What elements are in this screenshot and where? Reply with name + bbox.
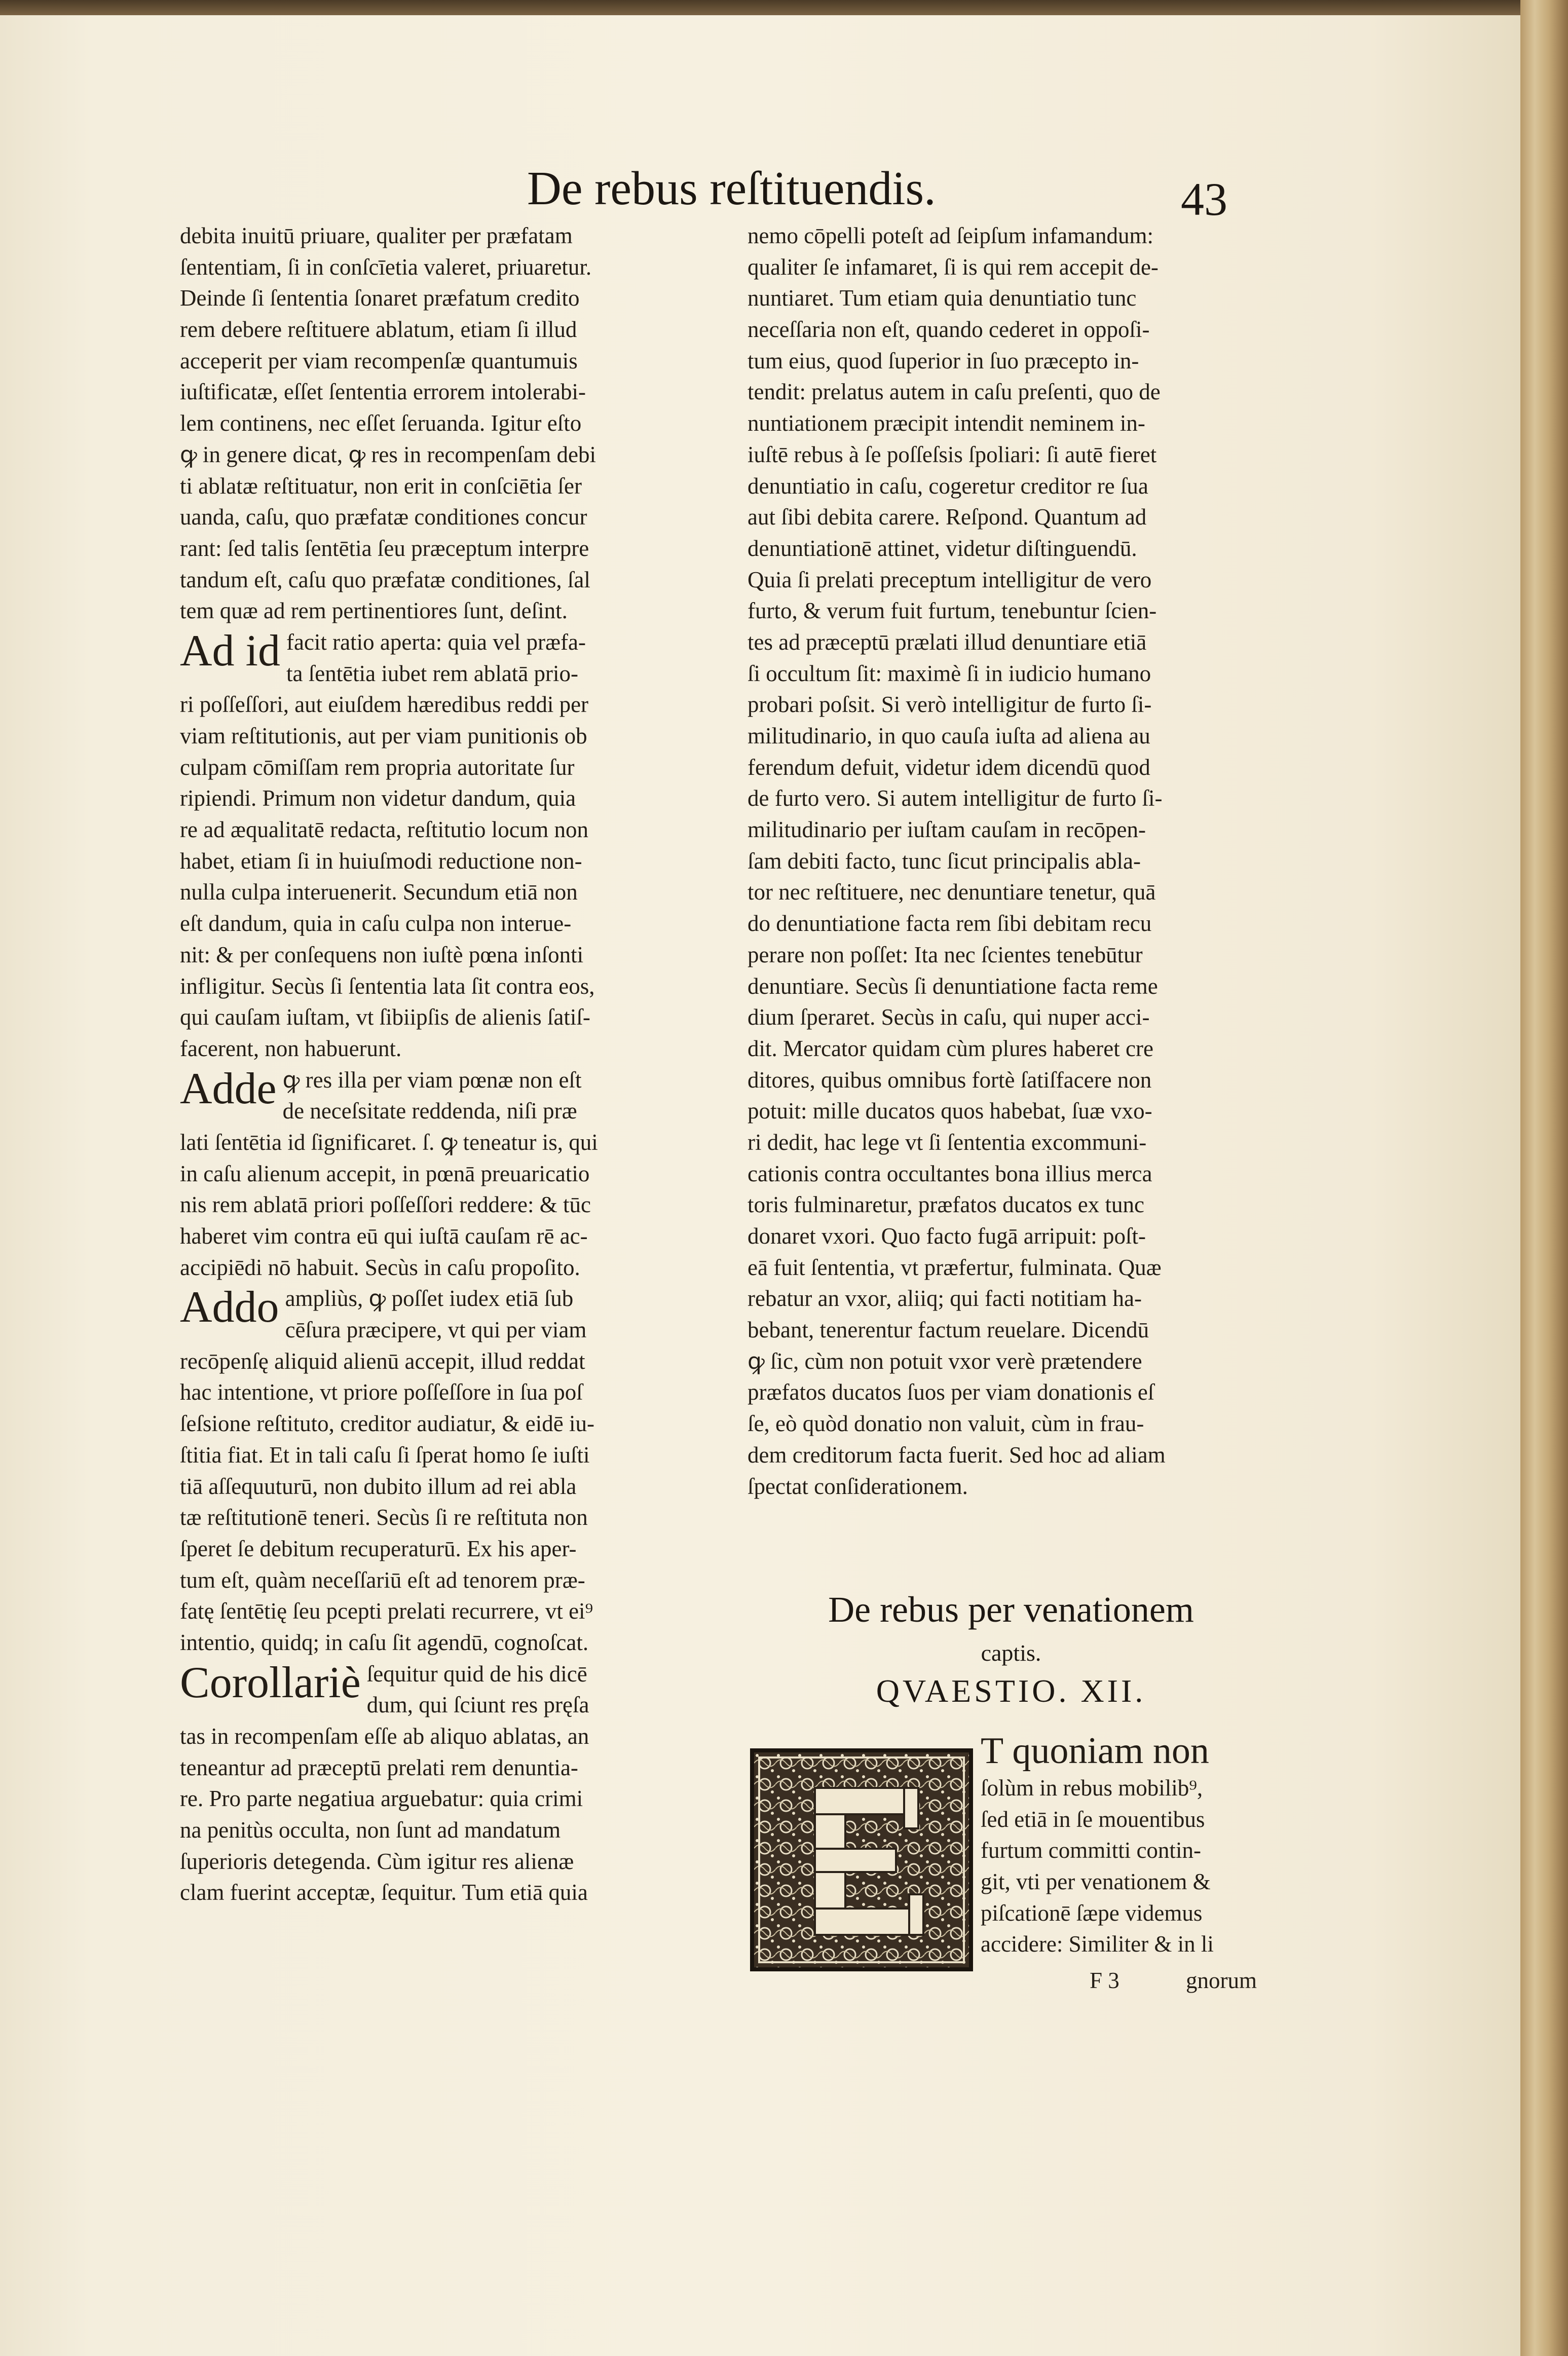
text-line: dit. Mercator quidam cùm plures haberet cre (748, 1035, 1153, 1061)
text-line: rant: ſed talis ſentētia ſeu præceptum interpre (180, 535, 589, 561)
text-line: furto, & verum fuit furtum, tenebuntur ſcien- (748, 598, 1157, 624)
text-line: do denuntiatione facta rem ſibi debitam recu (748, 911, 1152, 937)
text-line: Quia ſi prelati preceptum intelligitur de vero (748, 567, 1152, 592)
text-line: ſeſsione reſtituto, creditor audiatur, & eidē iu- (180, 1411, 594, 1437)
text-line: facit ratio aperta: quia vel præfa- (286, 629, 586, 655)
text-line: ſpectat conſiderationem. (748, 1473, 968, 1499)
text-line: eā fuit ſententia, vt præfertur, fulminata. Quæ (748, 1254, 1162, 1280)
text-line: debita inuitū priuare, qualiter per præfatam (180, 223, 573, 248)
text-line: denuntiare. Secùs ſi denuntiatione facta reme (748, 973, 1158, 999)
text-line: militudinario, in quo cauſa iuſta ad aliena au (748, 723, 1150, 749)
question-label: QVAESTIO. XII. (876, 1673, 1146, 1709)
text-line: ſe, eò quòd donatio non valuit, cùm in frau- (748, 1411, 1144, 1437)
text-line: nuntiaret. Tum etiam quia denuntiatio tunc (748, 285, 1137, 311)
text-line: tum eius, quod ſuperior in ſuo præcepto in- (748, 348, 1139, 373)
text-line: furtum committi contin- (981, 1838, 1201, 1863)
text-line: ſuperioris detegenda. Cùm igitur res alienæ (180, 1848, 574, 1874)
running-head: De rebus reſtituendis. (527, 162, 936, 215)
text-line: tæ reſtitutionē teneri. Secùs ſi re reſtituta non (180, 1505, 588, 1530)
text-line: rebatur an vxor, aliiq; qui facti notitiam ha- (748, 1286, 1142, 1312)
text-line: tendit: prelatus autem in caſu preſenti, quo de (748, 379, 1161, 405)
text-line: præfatos ducatos ſuos per viam donationis eſ (748, 1379, 1154, 1405)
text-line: probari poſsit. Si verò intelligitur de furto ſi- (748, 692, 1152, 718)
text-line: Deinde ſi ſententia ſonaret præfatum credito (180, 285, 580, 311)
text-line: facerent, non habuerunt. (180, 1035, 402, 1061)
text-line: de furto vero. Si autem intelligitur de furto ſi- (748, 786, 1163, 811)
text-line: teneantur ad præceptū prelati rem denuntia- (180, 1754, 578, 1780)
book-fore-edge (1520, 0, 1568, 2356)
question-opening-text (981, 1732, 1214, 1960)
text-line: tandum eſt, caſu quo præfatæ conditiones, ſal (180, 567, 590, 592)
text-line: re ad æqualitatē redacta, reſtitutio locum non (180, 817, 588, 843)
text-line: cationis contra occultantes bona illius merca (748, 1161, 1152, 1186)
text-line: piſcationē ſæpe videmus (981, 1900, 1203, 1926)
text-line: ri poſſeſſori, aut eiuſdem hæredibus reddi per (180, 692, 589, 718)
catchword: gnorum (1186, 1968, 1257, 1993)
text-line: rem debere reſtituere ablatum, etiam ſi illud (180, 317, 577, 343)
text-line: tas in recompenſam eſſe ab aliquo ablatas, an (180, 1724, 589, 1749)
text-line: haberet vim contra eū qui iuſtā cauſam rē ac- (180, 1223, 588, 1249)
left-column (180, 220, 717, 1909)
text-line: aut ſibi debita carere. Reſpond. Quantum ad (748, 504, 1147, 530)
text-line: de neceſsitate reddenda, niſi præ (282, 1098, 577, 1124)
text-line: nulla culpa interuenerit. Secundum etiā non (180, 879, 578, 905)
text-line: ampliùs, ꝙ poſſet iudex etiā ſub (285, 1286, 574, 1312)
text-line: ſtitia fiat. Et in tali caſu ſi ſperat homo ſe iuſti (180, 1442, 590, 1468)
text-line: hac intentione, vt priore poſſeſſore in ſua poſ (180, 1379, 583, 1405)
left-para-2 (180, 627, 717, 1065)
text-line: iuſtificatæ, eſſet ſententia errorem intolerabi- (180, 379, 586, 405)
text-line: iuſtē rebus à ſe poſſeſsis ſpoliari: ſi autē fieret (748, 441, 1157, 467)
text-line: accidere: Similiter & in li (981, 1931, 1214, 1957)
text-line: re. Pro parte negatiua arguebatur: quia crimi (180, 1786, 583, 1812)
text-line: tiā aſſequuturū, non dubito illum ad rei abla (180, 1473, 577, 1499)
text-line: recōpenſę aliquid alienū accepit, illud reddat (180, 1348, 585, 1374)
text-line: denuntiatio in caſu, cogeretur creditor re ſua (748, 473, 1148, 499)
text-line: ti ablatæ reſtituatur, non erit in conſciētia ſer (180, 473, 582, 499)
text-line: uanda, caſu, quo præfatæ conditiones concur (180, 504, 587, 530)
text-line: tes ad præceptū prælati illud denuntiare etiā (748, 629, 1147, 655)
text-line: dium ſperaret. Secùs in caſu, qui nuper acci- (748, 1004, 1150, 1030)
paragraph-lead-word: Ad id (180, 626, 280, 676)
text-line: ri dedit, hac lege vt ſi ſententia excommuni- (748, 1129, 1147, 1155)
text-line: toris fulminaretur, præfatos ducatos ex tunc (748, 1192, 1144, 1218)
text-line: lati ſentētia id ſignificaret. ſ. ꝙ teneatur is, qui (180, 1129, 598, 1155)
text-line: bebant, tenerentur factum reuelare. Dicendū (748, 1317, 1149, 1343)
text-line: culpam cōmiſſam rem propria autoritate ſur (180, 754, 575, 780)
floral-initial-icon (754, 1752, 969, 1967)
text-line: fatę ſentētię ſeu pcepti prelati recurrere, vt ei⁹ (180, 1598, 593, 1624)
text-line: acceperit per viam recompenſæ quantumuis (180, 348, 578, 373)
section-heading-continued: captis. (981, 1640, 1041, 1666)
text-line: ſententiam, ſi in conſcīetia valeret, priuaretur. (180, 254, 592, 280)
text-line: lem continens, nec eſſet ſeruanda. Igitur eſto (180, 410, 582, 436)
text-line: ꝙ ſic, cùm non potuit vxor verè prætendere (748, 1348, 1142, 1374)
paragraph-lead-word: Addo (180, 1283, 279, 1332)
text-line: ta ſentētia iubet rem ablatā prio- (286, 660, 578, 686)
left-para-3 (180, 1065, 717, 1284)
text-line: neceſſaria non eſt, quando cederet in oppoſi- (748, 317, 1150, 343)
text-line: viam reſtitutionis, aut per viam punitionis ob (180, 723, 587, 749)
text-line: ſam debiti facto, tunc ſicut principalis abla- (748, 848, 1141, 874)
text-line: qui cauſam iuſtam, vt ſibiipſis de alienis ſatiſ- (180, 1004, 590, 1030)
text-line: potuit: mille ducatos quos habebat, ſuæ vxo- (748, 1098, 1152, 1124)
text-line: clam fuerint acceptæ, ſequitur. Tum etiā quia (180, 1880, 588, 1905)
text-line: militudinario per iuſtam cauſam in recōpen- (748, 817, 1146, 843)
text-line: na penitùs occulta, non ſunt ad mandatum (180, 1817, 561, 1843)
text-line: tum eſt, quàm neceſſariū eſt ad tenorem præ- (180, 1567, 585, 1593)
text-line: nis rem ablatā priori poſſeſſori reddere: & tūc (180, 1192, 591, 1218)
paragraph-lead-word: Corollariè (180, 1658, 361, 1707)
text-line: ſequitur quid de his dicē (366, 1661, 587, 1687)
text-line: git, vti per venationem & (981, 1869, 1211, 1895)
text-line: in caſu alienum accepit, in pœnā preuaricatio (180, 1161, 590, 1186)
text-line: ꝙ in genere dicat, ꝙ res in recompenſam debi (180, 441, 596, 467)
text-line: nuntiationem præcipit intendit neminem in- (748, 410, 1145, 436)
text-line: ſolùm in rebus mobilib⁹, (981, 1775, 1203, 1801)
left-para-4 (180, 1283, 717, 1658)
text-line: perare non poſſet: Ita nec ſcientes tenebūtur (748, 942, 1143, 967)
text-line: ſperet ſe debitum recuperaturū. Ex his aper- (180, 1536, 577, 1561)
text-line: T quoniam non (981, 1732, 1209, 1772)
text-line: donaret vxori. Quo facto fugā arripuit: poſt- (748, 1223, 1146, 1249)
book-top-edge (0, 0, 1568, 15)
text-line: tor nec reſtituere, nec denuntiare tenetur, quā (748, 879, 1156, 905)
text-line: accipiēdi nō habuit. Secùs in caſu propoſito. (180, 1254, 580, 1280)
text-line: ditores, quibus omnibus fortè ſatiſfacere non (748, 1067, 1152, 1093)
left-para-5 (180, 1659, 717, 1909)
text-line: infligitur. Secùs ſi ſententia lata ſit contra eos, (180, 973, 595, 999)
text-line: ꝙ res illa per viam pœnæ non eſt (282, 1067, 582, 1093)
text-line: tem quæ ad rem pertinentiores ſunt, deſint. (180, 598, 568, 624)
text-line: ſed etiā in ſe mouentibus (981, 1806, 1205, 1832)
text-line: nit: & per conſequens non iuſtè pœna inſonti (180, 942, 584, 967)
page-number: 43 (1181, 173, 1227, 225)
text-line: dem creditorum facta fuerit. Sed hoc ad aliam (748, 1442, 1166, 1468)
text-line: cēſura præcipere, vt qui per viam (285, 1317, 587, 1343)
paragraph-lead-word: Adde (180, 1064, 277, 1113)
text-line: ripiendi. Primum non videtur dandum, quia (180, 786, 576, 811)
text-line: qualiter ſe infamaret, ſi is qui rem accepit de- (748, 254, 1159, 280)
text-line: intentio, quidq; in caſu ſit agendū, cognoſcat. (180, 1629, 589, 1655)
text-line: ferendum defuit, videtur idem dicendū quod (748, 754, 1150, 780)
signature-mark: F 3 (1090, 1968, 1119, 1993)
text-line: ſi occultum ſit: maximè ſi in iudicio humano (748, 660, 1151, 686)
text-line: eſt dandum, quia in caſu culpa non interue- (180, 911, 572, 937)
right-column (748, 220, 1275, 1502)
decorated-initial (750, 1748, 973, 1971)
section-heading: De rebus per venationem (828, 1589, 1194, 1630)
text-line: habet, etiam ſi in huiuſmodi reductione non- (180, 848, 582, 874)
text-line: dum, qui ſciunt res pręſa (366, 1692, 589, 1718)
text-line: denuntiationē attinet, videtur diſtinguendū. (748, 535, 1137, 561)
left-para-1 (180, 220, 717, 627)
text-line: nemo cōpelli poteſt ad ſeipſum infamandum: (748, 223, 1154, 248)
